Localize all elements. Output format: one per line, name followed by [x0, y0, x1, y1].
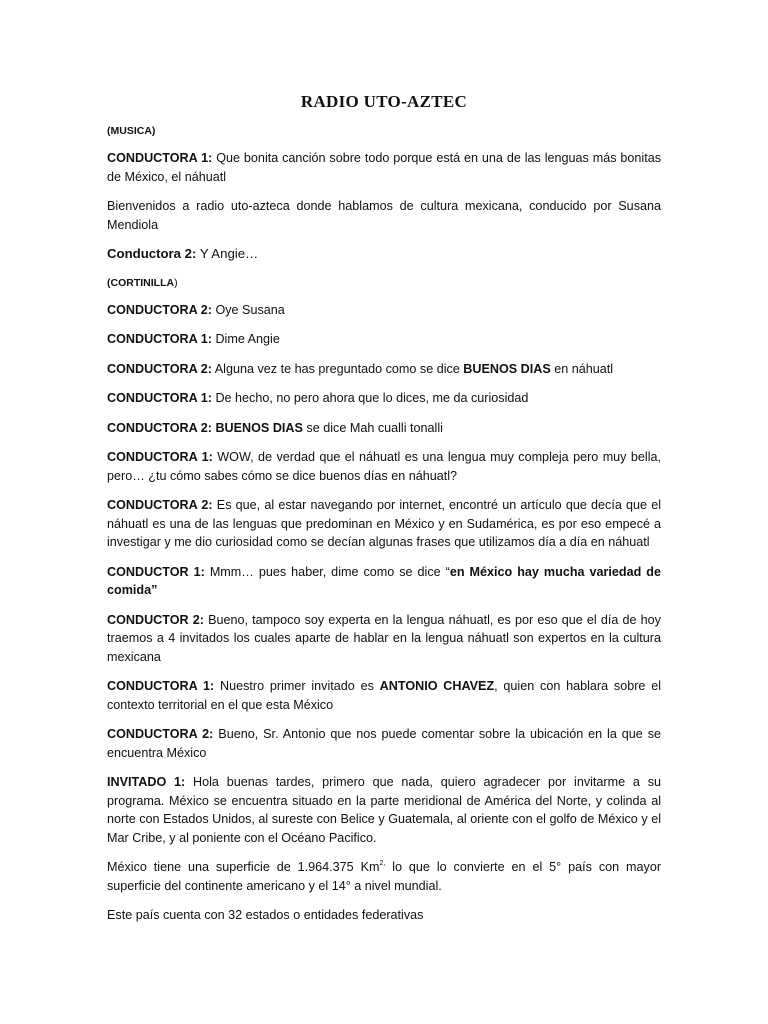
- speaker-label: CONDUCTORA 1:: [107, 332, 212, 346]
- speaker-label: CONDUCTORA 2:: [107, 727, 214, 741]
- dialogue-line: [107, 725, 661, 762]
- speaker-label: CONDUCTORA 2:: [107, 361, 212, 376]
- dialogue-line: [107, 858, 661, 895]
- dialogue-line: [107, 677, 661, 714]
- dialogue-line: [107, 448, 661, 485]
- dialogue-line: [107, 496, 661, 552]
- dialogue-line: [107, 149, 661, 186]
- speaker-label: CONDUCTORA 1:: [107, 391, 212, 405]
- speaker-label: CONDUCTOR 1:: [107, 564, 205, 579]
- emphasis-text: en México hay mucha variedad de comida”: [107, 564, 662, 597]
- speaker-label: Conductora 2:: [107, 246, 197, 261]
- dialogue-text: Oye Susana: [211, 302, 285, 317]
- dialogue-text: Que bonita canción sobre todo porque está en una de las lenguas más bonitas de México, el náhuatl: [107, 151, 661, 184]
- dialogue-text: Hola buenas tardes, primero que nada, quiero agradecer por invitarme a su programa. México se encuentra situado en la parte meridional de América del Norte, y colinda al norte con Estados Unidos, al sureste con Belice y Guatemala, al oriente con el golfo de México y el Mar Cribe, y al poniente con el Océano Pacifico.: [107, 775, 662, 845]
- dialogue-text: en náhuatl: [550, 361, 614, 376]
- emphasis-text: ANTONIO CHAVEZ: [379, 679, 495, 693]
- dialogue-text: Y Angie…: [196, 246, 259, 261]
- dialogue-text: De hecho, no pero ahora que lo dices, me da curiosidad: [211, 391, 529, 405]
- dialogue-text: , quien con hablara sobre el contexto territorial en el que esta México: [107, 679, 661, 712]
- dialogue-text: lo que lo convierte en el 5° país con mayor superficie del continente americano y el 14° a nivel mundial.: [107, 860, 662, 893]
- dialogue-text: Nuestro primer invitado es: [214, 679, 380, 693]
- superscript: 2,: [379, 860, 386, 867]
- dialogue-text: Bueno, Sr. Antonio que nos puede comentar sobre la ubicación en la que se encuentra México: [107, 727, 661, 760]
- speaker-label: INVITADO 1:: [107, 775, 186, 789]
- script-body: [107, 123, 661, 936]
- dialogue-line: [107, 330, 661, 349]
- dialogue-text: Mmm… pues haber, dime como se dice “: [204, 564, 450, 579]
- dialogue-line: [107, 419, 661, 438]
- speaker-label: CONDUCTORA 2:: [107, 302, 212, 317]
- speaker-label: CONDUCTORA 1:: [107, 151, 213, 165]
- dialogue-text: WOW, de verdad que el náhuatl es una lengua muy compleja pero muy bella, pero… ¿tu cómo sabes cómo se dice buenos días en náhuatl?: [107, 450, 661, 483]
- dialogue-text: ): [174, 276, 178, 289]
- dialogue-line: [107, 245, 661, 264]
- stage-direction: [107, 123, 661, 139]
- dialogue-line: [107, 301, 661, 320]
- speaker-label: CONDUCTORA 1:: [107, 450, 213, 464]
- dialogue-text: Dime Angie: [211, 332, 280, 346]
- speaker-label: CONDUCTOR 2:: [107, 612, 204, 627]
- dialogue-text: México tiene una superficie de 1.964.375 Km: [107, 860, 380, 874]
- dialogue-text: Bueno, tampoco soy experta en la lengua náhuatl, es por eso que el día de hoy traemos a 4 invitados los cuales aparte de hablar en la lengua náhuatl son expertos en la cultura mexicana: [107, 612, 661, 664]
- dialogue-text: Es que, al estar navegando por internet, encontré un artículo que decía que el náhuatl es una de las lenguas que predominan en México y en Sudamérica, es por eso empecé a investigar y me dio curiosidad como se decían algunas frases que utilizamos día a día en náhuatl: [107, 498, 661, 549]
- speaker-label: CONDUCTORA 1:: [107, 679, 215, 693]
- dialogue-text: se dice Mah cualli tonalli: [302, 420, 443, 435]
- dialogue-line: [107, 360, 661, 379]
- stage-direction: [107, 275, 661, 291]
- dialogue-line: [107, 773, 661, 847]
- speaker-label: CONDUCTORA 2: BUENOS DIAS: [107, 420, 303, 435]
- dialogue-line: [107, 563, 661, 600]
- dialogue-line: [107, 611, 661, 667]
- emphasis-text: BUENOS DIAS: [463, 361, 551, 376]
- dialogue-text: Este país cuenta con 32 estados o entidades federativas: [107, 908, 424, 922]
- speaker-label: CONDUCTORA 2:: [107, 498, 213, 512]
- dialogue-line: [107, 389, 661, 408]
- speaker-label: (CORTINILLA: [107, 276, 175, 289]
- dialogue-line: [107, 197, 661, 234]
- document-title: RADIO UTO-AZTEC: [300, 92, 468, 111]
- dialogue-text: Alguna vez te has preguntado como se dice: [211, 361, 464, 376]
- dialogue-text: Bienvenidos a radio uto-azteca donde hablamos de cultura mexicana, conducido por Susana Mendiola: [107, 199, 661, 232]
- dialogue-line: [107, 906, 661, 925]
- speaker-label: (MUSICA): [107, 125, 156, 137]
